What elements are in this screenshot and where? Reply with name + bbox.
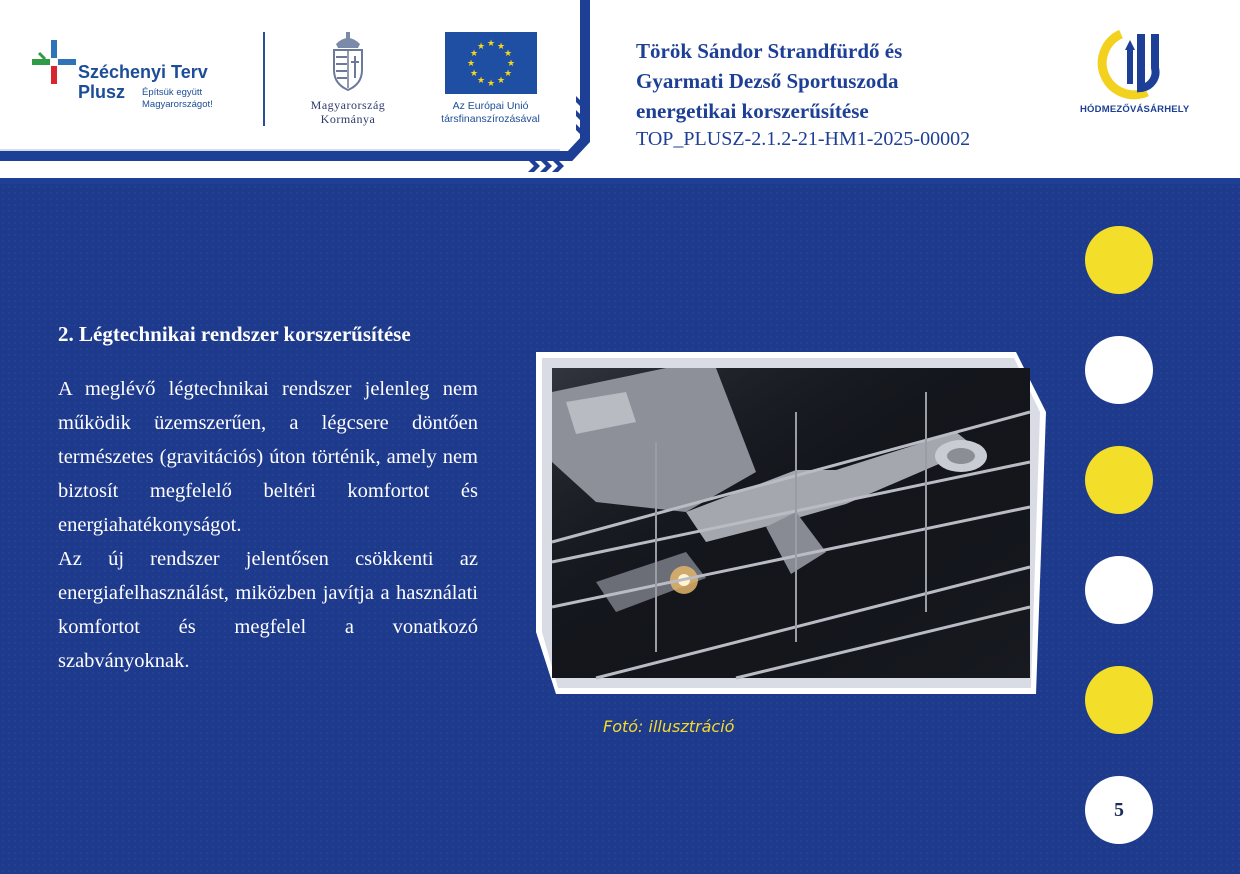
szechenyi-terv-logo — [30, 40, 260, 120]
paragraph-2: Az új rendszer jelentősen csökkenti az energiafelhasználást, miközben javítja a használati komfortot és megfelel a vonatkozó szabványoknak. — [58, 548, 478, 672]
decorative-dot-white-2 — [1085, 556, 1153, 624]
page-header — [0, 0, 1240, 182]
svg-text:★: ★ — [466, 59, 476, 69]
hodmezovasarhely-logo — [1080, 28, 1190, 128]
decorative-dot-yellow-3 — [1085, 666, 1153, 734]
decorative-dot-yellow-2 — [1085, 446, 1153, 514]
paragraph-1: A meglévő légtechnikai rendszer jelenleg nem működik üzemszerűen, a légcsere döntően természetes (gravitációs) úton történik, amely nem biztosít megfelelő beltéri komfortot és energiahatékonyságot. — [58, 378, 478, 536]
government-name: Magyarország Kormánya — [310, 98, 386, 126]
szechenyi-title: Széchenyi Terv Plusz — [78, 62, 208, 102]
svg-text:★: ★ — [503, 69, 513, 79]
eu-cofinancing-text: Az Európai Unió társfinanszírozásával — [441, 100, 540, 125]
page-number: 5 — [1085, 776, 1153, 844]
government-logo — [288, 30, 408, 130]
body-text — [58, 372, 478, 678]
project-title-line2: Gyarmati Dezső Sportuszoda — [636, 69, 899, 93]
szechenyi-cross-icon — [32, 40, 76, 84]
project-code: TOP_PLUSZ-2.1.2-21-HM1-2025-00002 — [636, 128, 971, 150]
eu-logo — [428, 30, 553, 130]
city-name: HÓDMEZŐVÁSÁRHELY — [1080, 104, 1190, 115]
svg-text:★: ★ — [486, 79, 496, 89]
city-emblem-icon — [1097, 28, 1167, 100]
svg-text:★: ★ — [476, 42, 486, 52]
svg-text:★: ★ — [503, 49, 513, 59]
svg-text:★: ★ — [469, 69, 479, 79]
decorative-dot-white-1 — [1085, 336, 1153, 404]
coat-of-arms-icon — [328, 30, 368, 92]
szechenyi-tagline: Építsük együtt Magyarországot! — [142, 87, 213, 110]
project-title-line1: Török Sándor Strandfürdő és — [636, 39, 903, 63]
ventilation-photo — [552, 368, 1030, 678]
decorative-dot-yellow-1 — [1085, 226, 1153, 294]
eu-flag-icon — [445, 32, 537, 94]
section-title: 2. Légtechnikai rendszer korszerűsítése — [58, 322, 411, 346]
svg-text:★: ★ — [486, 39, 496, 49]
svg-text:★: ★ — [496, 76, 506, 86]
photo-frame — [536, 352, 1046, 694]
svg-text:★: ★ — [496, 42, 506, 52]
svg-text:★: ★ — [469, 49, 479, 59]
project-title-block — [636, 36, 1036, 152]
project-title-line3: energetikai korszerűsítése — [636, 99, 869, 123]
photo-caption: Fotó: illusztráció — [603, 717, 735, 736]
header-divider — [263, 32, 265, 126]
svg-text:★: ★ — [506, 59, 516, 69]
svg-text:★: ★ — [476, 76, 486, 86]
